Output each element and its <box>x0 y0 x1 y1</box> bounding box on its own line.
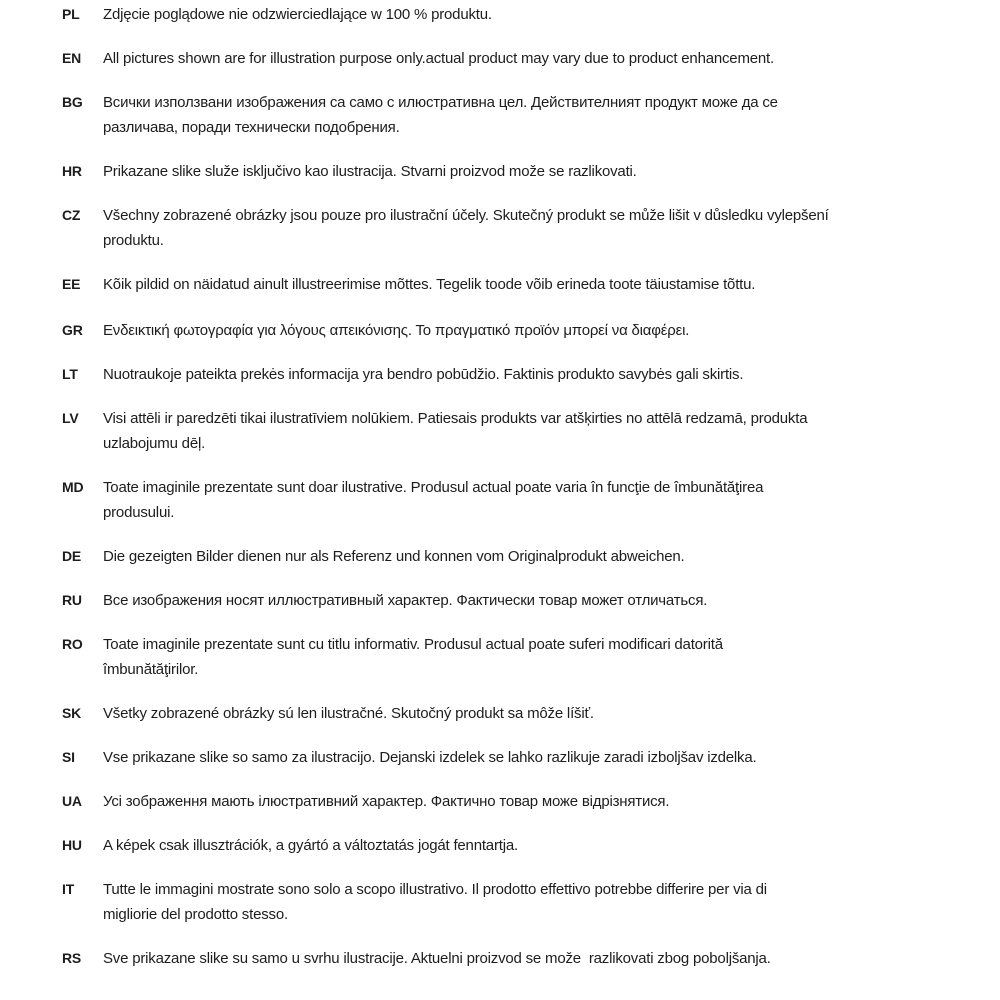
language-code-hr: HR <box>62 163 82 179</box>
disclaimer-line: Всички използвани изображения са само с илюстративна цел. Действителният продукт може да се <box>103 94 778 111</box>
disclaimer-line: Ενδεικτική φωτογραφία για λόγους απεικόνισης. Το πραγματικό προϊόν μπορεί να διαφέρει. <box>103 322 690 339</box>
disclaimer-line: migliorie del prodotto stesso. <box>103 906 288 923</box>
disclaimer-line: Všetky zobrazené obrázky sú len ilustračné. Skutočný produkt sa môže líšiť. <box>103 705 594 722</box>
disclaimer-row-bg <box>0 90 1000 140</box>
disclaimer-text-ua <box>103 789 963 814</box>
disclaimer-line: Visi attēli ir paredzēti tikai ilustratīviem nolūkiem. Patiesais produkts var atšķirties no attēlā redzamā, produkta <box>103 410 808 427</box>
disclaimer-row-sk <box>0 701 1000 726</box>
language-code-pl: PL <box>62 6 80 22</box>
disclaimer-line: Усі зображення мають ілюстративний характер. Фактично товар може відрізнятися. <box>103 793 670 810</box>
language-code-md: MD <box>62 479 84 495</box>
disclaimer-line: Die gezeigten Bilder dienen nur als Referenz und konnen vom Originalprodukt abweichen. <box>103 548 685 565</box>
disclaimer-text-cz <box>103 203 963 253</box>
disclaimer-row-it <box>0 877 1000 927</box>
disclaimer-line: uzlabojumu dēļ. <box>103 435 206 452</box>
language-code-rs: RS <box>62 950 82 966</box>
disclaimer-text-sk <box>103 701 963 726</box>
disclaimer-row-ua <box>0 789 1000 814</box>
disclaimer-text-hu <box>103 833 963 858</box>
disclaimer-text-lt <box>103 362 963 387</box>
language-code-de: DE <box>62 548 82 564</box>
disclaimer-text-de <box>103 544 963 569</box>
disclaimer-line: Toate imaginile prezentate sunt cu titlu informativ. Produsul actual poate suferi modificari datorită <box>103 636 723 653</box>
language-code-it: IT <box>62 881 75 897</box>
disclaimer-row-lv <box>0 406 1000 456</box>
disclaimer-text-en <box>103 46 963 71</box>
disclaimer-text-rs <box>103 946 963 971</box>
disclaimer-line: Zdjęcie poglądowe nie odzwierciedlające w 100 % produktu. <box>103 6 492 23</box>
disclaimer-text-lv <box>103 406 963 456</box>
disclaimer-line: Sve prikazane slike su samo u svrhu ilustracije. Aktuelni proizvod se može razlikovati zbog poboljšanja. <box>103 950 771 967</box>
disclaimer-row-ro <box>0 632 1000 682</box>
disclaimer-text-pl <box>103 2 963 27</box>
language-code-lt: LT <box>62 366 78 382</box>
language-code-gr: GR <box>62 322 83 338</box>
disclaimer-row-ru <box>0 588 1000 613</box>
disclaimer-text-gr <box>103 318 963 343</box>
language-code-si: SI <box>62 749 75 765</box>
disclaimer-row-pl <box>0 2 1000 27</box>
disclaimer-line: produktu. <box>103 232 164 249</box>
disclaimer-line: A képek csak illusztrációk, a gyártó a változtatás jogát fenntartja. <box>103 837 518 854</box>
disclaimer-line: All pictures shown are for illustration purpose only.actual product may vary due to product enhancement. <box>103 50 774 67</box>
disclaimer-row-hr <box>0 159 1000 184</box>
disclaimer-line: Prikazane slike služe isključivo kao ilustracija. Stvarni proizvod može se razlikovati. <box>103 163 637 180</box>
disclaimer-line: Všechny zobrazené obrázky jsou pouze pro ilustrační účely. Skutečný produkt se může lišit v důsledku vylepšení <box>103 207 829 224</box>
disclaimer-line: Kõik pildid on näidatud ainult illustreerimise mõttes. Tegelik toode võib erineda toote täiustamise tõttu. <box>103 276 756 293</box>
disclaimer-row-en <box>0 46 1000 71</box>
language-code-ee: EE <box>62 276 81 292</box>
disclaimer-row-hu <box>0 833 1000 858</box>
disclaimer-line: Все изображения носят иллюстративный характер. Фактически товар может отличаться. <box>103 592 708 609</box>
disclaimer-text-it <box>103 877 963 927</box>
disclaimer-text-ru <box>103 588 963 613</box>
disclaimer-text-ro <box>103 632 963 682</box>
language-code-ru: RU <box>62 592 82 608</box>
disclaimer-line: различава, поради технически подобрения. <box>103 119 400 136</box>
disclaimer-row-gr <box>0 318 1000 343</box>
disclaimer-row-lt <box>0 362 1000 387</box>
language-code-en: EN <box>62 50 82 66</box>
disclaimer-row-de <box>0 544 1000 569</box>
disclaimer-text-hr <box>103 159 963 184</box>
disclaimer-row-ee <box>0 272 1000 297</box>
disclaimer-text-ee <box>103 272 963 297</box>
language-code-cz: CZ <box>62 207 81 223</box>
language-code-ro: RO <box>62 636 83 652</box>
disclaimer-line: Tutte le immagini mostrate sono solo a scopo illustrativo. Il prodotto effettivo potrebbe differire per via di <box>103 881 767 898</box>
language-code-ua: UA <box>62 793 82 809</box>
disclaimer-text-md <box>103 475 963 525</box>
disclaimer-line: îmbunătăţirilor. <box>103 661 199 678</box>
disclaimer-list <box>0 2 1000 971</box>
language-code-lv: LV <box>62 410 79 426</box>
language-code-bg: BG <box>62 94 83 110</box>
disclaimer-text-bg <box>103 90 963 140</box>
disclaimer-row-si <box>0 745 1000 770</box>
disclaimer-row-cz <box>0 203 1000 253</box>
disclaimer-row-rs <box>0 946 1000 971</box>
disclaimer-line: Vse prikazane slike so samo za ilustracijo. Dejanski izdelek se lahko razlikuje zaradi izboljšav izdelka. <box>103 749 757 766</box>
disclaimer-line: Nuotraukoje pateikta prekės informacija yra bendro pobūdžio. Faktinis produkto savybės gali skirtis. <box>103 366 744 383</box>
language-code-hu: HU <box>62 837 82 853</box>
disclaimer-text-si <box>103 745 963 770</box>
language-code-sk: SK <box>62 705 82 721</box>
disclaimer-line: produsului. <box>103 504 175 521</box>
disclaimer-row-md <box>0 475 1000 525</box>
disclaimer-line: Toate imaginile prezentate sunt doar ilustrative. Produsul actual poate varia în funcţie de îmbunătăţirea <box>103 479 764 496</box>
